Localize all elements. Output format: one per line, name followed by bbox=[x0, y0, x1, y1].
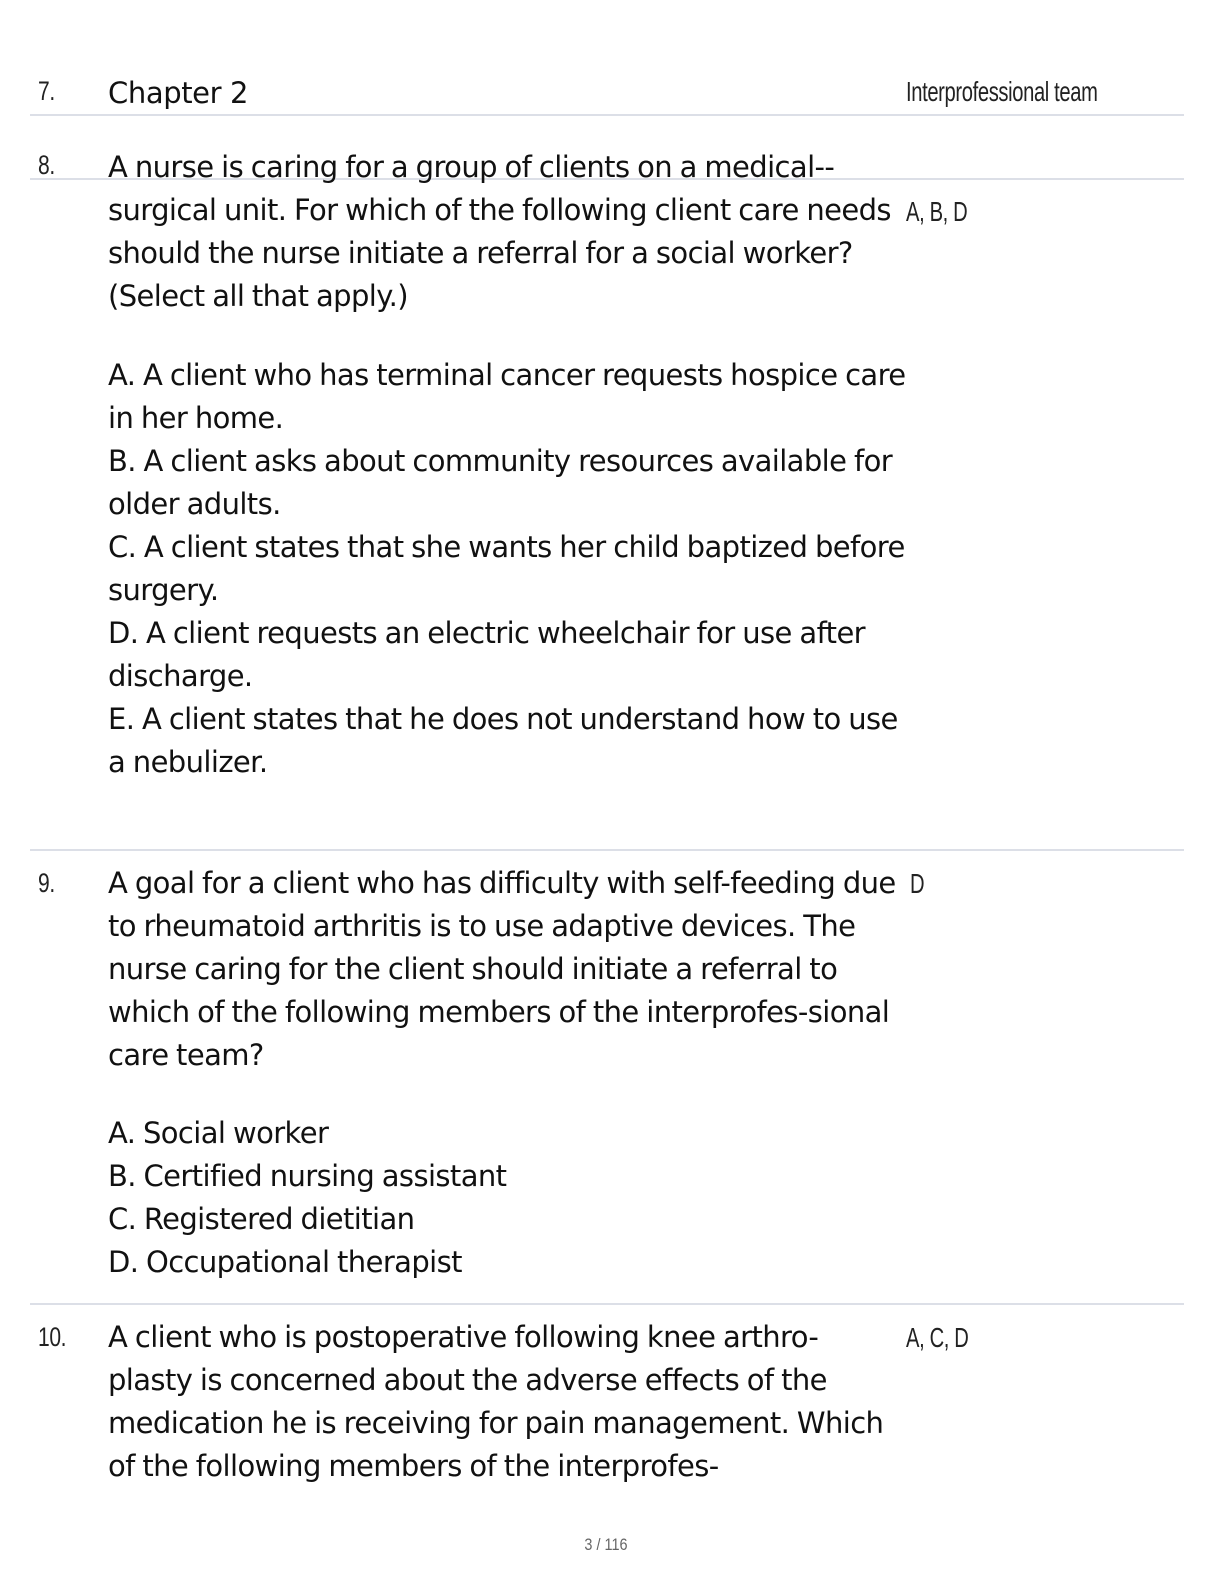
chapter-title: Chapter 2 bbox=[108, 76, 249, 110]
page-number: 3 / 116 bbox=[584, 1535, 628, 1554]
answer-option: D. A client requests an electric wheelchair for use after discharge. bbox=[108, 616, 866, 693]
answer-option: C. A client states that she wants her child baptized before surgery. bbox=[108, 530, 905, 607]
row-answer: A, B, D bbox=[906, 196, 968, 227]
question-text: A goal for a client who has difficulty with self-feeding due to rheumatoid arthritis is to use adaptive devices. The nurse caring for the client should initiate a referral to which of the following members of the interprofes-sional care team? bbox=[108, 866, 896, 1072]
question-text: A client who is postoperative following knee arthro-plasty is concerned about the adverse effects of the medication he is receiving for pain management. Which of the following members of the interprofes- bbox=[108, 1320, 884, 1483]
row-divider bbox=[30, 114, 1184, 116]
answer-option: D. Occupational therapist bbox=[108, 1245, 462, 1279]
row-answer: A, C, D bbox=[906, 1322, 969, 1353]
row-number: 10. bbox=[38, 1322, 67, 1352]
answer-option: A. A client who has terminal cancer requests hospice care in her home. bbox=[108, 358, 906, 435]
answer-option: B. Certified nursing assistant bbox=[108, 1159, 507, 1193]
answer-options bbox=[108, 1112, 908, 1284]
answer-options bbox=[108, 354, 908, 784]
question-text: A nurse is caring for a group of clients on a medical--surgical unit. For which of the following client care needs should the nurse initiate a referral for a social worker? (Select all that apply.) bbox=[108, 150, 891, 313]
answer-option: E. A client states that he does not understand how to use a nebulizer. bbox=[108, 702, 898, 779]
row-number: 9. bbox=[38, 868, 55, 898]
row-number: 8. bbox=[38, 150, 55, 180]
row-answer: Interprofessional team bbox=[906, 76, 1098, 107]
answer-option: A. Social worker bbox=[108, 1116, 329, 1150]
answer-option: B. A client asks about community resources available for older adults. bbox=[108, 444, 893, 521]
row-number: 7. bbox=[38, 76, 55, 106]
row-divider bbox=[30, 849, 1184, 851]
answer-option: C. Registered dietitian bbox=[108, 1202, 415, 1236]
row-answer: D bbox=[910, 868, 925, 899]
row-divider bbox=[30, 1303, 1184, 1305]
